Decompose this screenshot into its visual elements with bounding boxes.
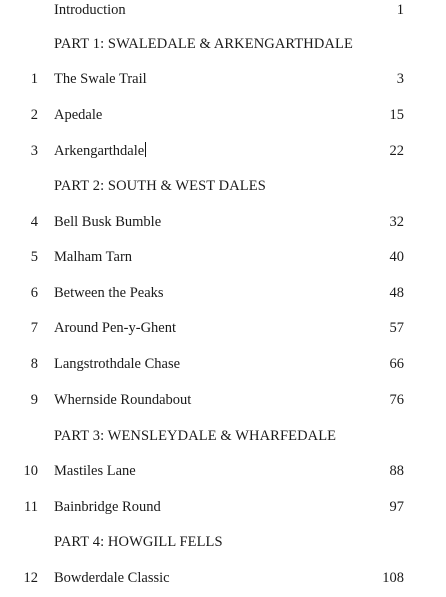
toc-entry-title: Between the Peaks [54,285,164,301]
toc-row-4[interactable] [0,212,446,232]
toc-entry-title: Around Pen-y-Ghent [54,320,177,336]
toc-entry-page: 108 [382,570,404,586]
toc-entry-number: 1 [30,71,38,87]
toc-entry-number: 12 [23,570,38,586]
part-heading-4 [0,532,446,552]
toc-row-5[interactable] [0,247,446,267]
text-cursor [145,142,146,157]
toc-entry-page: 97 [389,499,404,515]
toc-entry-page: 15 [389,107,404,123]
toc-entry-page: 3 [396,71,404,87]
toc-entry-title: Whernside Roundabout [54,392,192,408]
part-heading-1 [0,34,446,54]
toc-entry-title: Mastiles Lane [54,463,136,479]
toc-row-2[interactable] [0,105,446,125]
toc-row-11[interactable] [0,497,446,517]
toc-entry-page: 76 [389,392,404,408]
toc-entry-title: Bowderdale Classic [54,570,170,586]
toc-entry-number: 2 [30,107,38,123]
part-heading-3 [0,426,446,446]
toc-entry-title: Apedale [54,107,103,123]
toc-entry-number: 4 [30,214,38,230]
toc-row-7[interactable] [0,318,446,338]
toc-entry-page: 48 [389,285,404,301]
toc-row-12[interactable] [0,568,446,588]
toc-entry-page: 88 [389,463,404,479]
toc-row-8[interactable] [0,354,446,374]
part-heading-label: PART 1: SWALEDALE & ARKENGARTHDALE [54,36,353,52]
toc-row-1[interactable] [0,69,446,89]
toc-entry-page: 66 [389,356,404,372]
toc-entry-page: 1 [396,2,404,18]
toc-entry-title: Langstrothdale Chase [54,356,181,372]
toc-entry-number: 3 [30,143,38,159]
toc-row-10[interactable] [0,461,446,481]
toc-entry-number: 11 [24,499,38,515]
toc-row-3[interactable] [0,141,446,161]
toc-entry-title: The Swale Trail [54,71,147,87]
toc-row-6[interactable] [0,283,446,303]
toc-entry-number: 6 [30,285,38,301]
toc-entry-title: Arkengarthdale [54,143,145,159]
toc-entry-title: Bainbridge Round [54,499,161,515]
part-heading-label: PART 3: WENSLEYDALE & WHARFEDALE [54,428,337,444]
toc-entry-number: 7 [30,320,38,336]
toc-entry-page: 57 [389,320,404,336]
toc-entry-title-with-caret[interactable] [54,141,146,161]
toc-entry-number: 9 [30,392,38,408]
toc-entry-page: 40 [389,249,404,265]
toc-entry-title: Malham Tarn [54,249,133,265]
toc-row-9[interactable] [0,390,446,410]
toc-entry-number: 8 [30,356,38,372]
toc-entry-number: 5 [30,249,38,265]
toc-entry-page: 32 [389,214,404,230]
part-heading-label: PART 4: HOWGILL FELLS [54,534,223,550]
part-heading-2 [0,176,446,196]
part-heading-label: PART 2: SOUTH & WEST DALES [54,178,266,194]
toc-entry-page: 22 [389,143,404,159]
toc-entry-title: Introduction [54,2,126,18]
toc-row-introduction[interactable] [0,0,446,20]
toc-entry-title: Bell Busk Bumble [54,214,162,230]
toc-entry-number: 10 [23,463,38,479]
